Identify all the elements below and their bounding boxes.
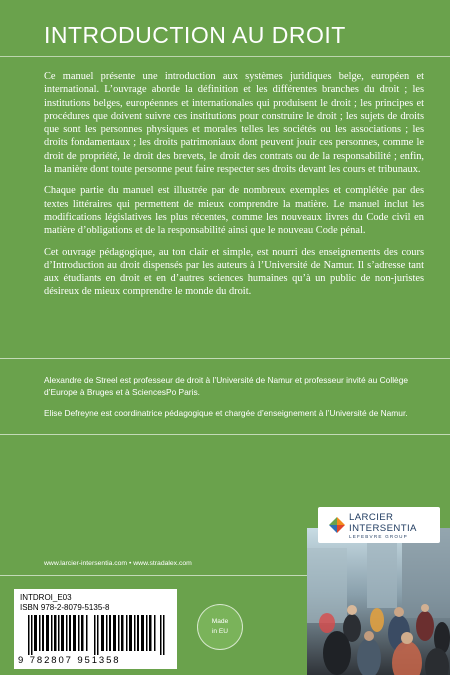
author-bio: Alexandre de Streel est professeur de droit à l’Université de Namur et professeur invité au Collège d’Europe à Bruges et à SciencesPo Paris. bbox=[44, 375, 409, 397]
crowd-photo bbox=[307, 528, 450, 675]
footer-divider bbox=[0, 575, 307, 576]
publisher-urls: www.larcier-intersentia.com • www.stradalex.com bbox=[44, 560, 192, 567]
barcode-digits: 9 782807 951358 bbox=[18, 655, 121, 666]
book-title: INTRODUCTION AU DROIT bbox=[44, 22, 346, 48]
badge-line: Made bbox=[211, 618, 229, 625]
made-in-eu-badge bbox=[197, 604, 243, 650]
author-bio: Elise Defreyne est coordinatrice pédagogique et chargée d’enseignement à l’Université de Namur. bbox=[44, 408, 408, 418]
section-divider bbox=[0, 434, 450, 435]
title-divider bbox=[0, 56, 450, 57]
barcode-panel bbox=[14, 589, 177, 669]
publisher-logo-icon bbox=[328, 516, 346, 534]
isbn: ISBN 978-2-8079-5135-8 bbox=[20, 603, 110, 612]
description-paragraph: Ce manuel présente une introduction aux systèmes juridiques belge, européen et international. L’ouvrage aborde la définition et les différentes branches du droit ; les institutions belges, européennes et internationales qui produisent le droit ; les principes et procédures que doivent suivre ces institutions pour construire le droit ; les sujets de droits que sont les personnes physiques et morales telles les sociétés ou les associations ; les droits fondamentaux ; les droits patrimoniaux dont peuvent jouir ces personnes, comme le droit de propriété, le droit des brevets, le droit des contrats ou de la responsabilité ; enfin, la manière dont toute personne peut faire respecter ses droits devant les cours et tribunaux. bbox=[44, 71, 424, 176]
description-paragraph: Chaque partie du manuel est illustrée par de nombreux exemples et complétée par des textes littéraires qui permettent de mieux comprendre la matière. Le manuel inclut les modifications législatives les plus récentes, comme les nouveaux livres du Code civil en matière d’obligations et de la responsabilité ainsi que le nouveau Code pénal. bbox=[44, 185, 424, 237]
description-paragraph: Cet ouvrage pédagogique, au ton clair et simple, est nourri des enseignements des cours d’Introduction au droit dispensés par les auteurs à l’Université de Namur. Il s’adresse tant aux étudiants en droit et en d’autres sciences humaines qu’à un public de non-juristes désireux de mieux comprendre le monde du droit. bbox=[44, 246, 424, 298]
crowd-image-icon bbox=[307, 528, 450, 675]
publisher-group: LEFEBVRE GROUP bbox=[349, 534, 408, 539]
publisher-name: LARCIER INTERSENTIA bbox=[349, 512, 417, 534]
section-divider bbox=[0, 358, 450, 359]
author-bios bbox=[44, 374, 424, 428]
badge-line: in EU bbox=[211, 628, 229, 635]
product-code: INTDROI_E03 bbox=[20, 593, 72, 602]
barcode-icon bbox=[28, 615, 168, 655]
publisher-logo-box bbox=[318, 507, 440, 543]
description bbox=[44, 70, 424, 307]
